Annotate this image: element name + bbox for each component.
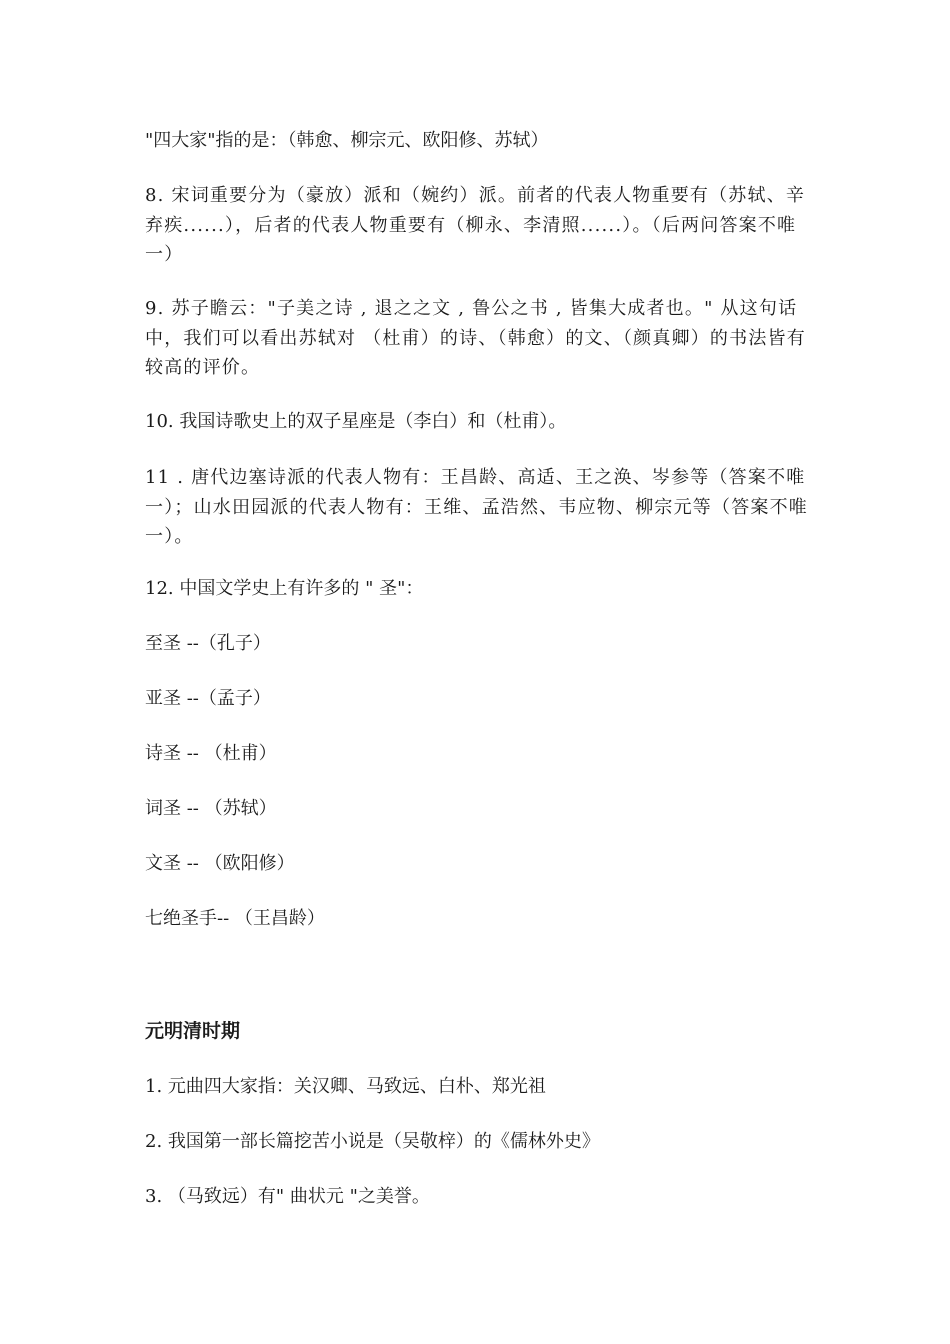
section-item-2: 2. 我国第一部长篇挖苦小说是（吴敬梓）的《儒林外史》 <box>145 1131 600 1152</box>
paragraph-item-10: 10. 我国诗歌史上的双子星座是（李白）和（杜甫）。 <box>145 411 567 432</box>
section-item-3: 3. （马致远）有" 曲状元 "之美誉。 <box>145 1186 430 1207</box>
section-heading: 元明清时期 <box>145 1021 241 1042</box>
paragraph-four-masters: "四大家"指的是：（韩愈、柳宗元、欧阳修、苏轼） <box>145 130 549 151</box>
paragraph-item-12: 12. 中国文学史上有许多的 " 圣"： <box>145 578 424 599</box>
paragraph-item-8: 8. 宋词重要分为（豪放）派和（婉约）派。前者的代表人物重要有（苏轼、辛弃疾......），后者的代表人物重要有（柳永、李清照......）。（后两问答案不唯一） <box>145 185 806 265</box>
sage-poetry: 诗圣 -- （杜甫） <box>145 743 277 764</box>
paragraph-item-11: 11 . 唐代边塞诗派的代表人物有：王昌龄、高适、王之涣、岑参等（答案不唯一）；山水田园派的代表人物有：王维、孟浩然、韦应物、柳宗元等（答案不唯一）。 <box>145 467 808 547</box>
section-item-1: 1. 元曲四大家指：关汉卿、马致远、白朴、郑光祖 <box>145 1076 546 1097</box>
sage-confucius: 至圣 --（孔子） <box>145 633 271 654</box>
sage-ci: 词圣 -- （苏轼） <box>145 798 277 819</box>
sage-mencius: 亚圣 --（孟子） <box>145 688 271 709</box>
sage-quatrain: 七绝圣手-- （王昌龄） <box>145 908 325 929</box>
paragraph-item-9: 9. 苏子瞻云："子美之诗 , 退之之文 , 鲁公之书 , 皆集大成者也。" 从这句话中，我们可以看出苏轼对 （杜甫）的诗、（韩愈）的文、（颜真卿）的书法皆有较高的评价。 <box>145 298 806 378</box>
sage-prose: 文圣 -- （欧阳修） <box>145 853 295 874</box>
